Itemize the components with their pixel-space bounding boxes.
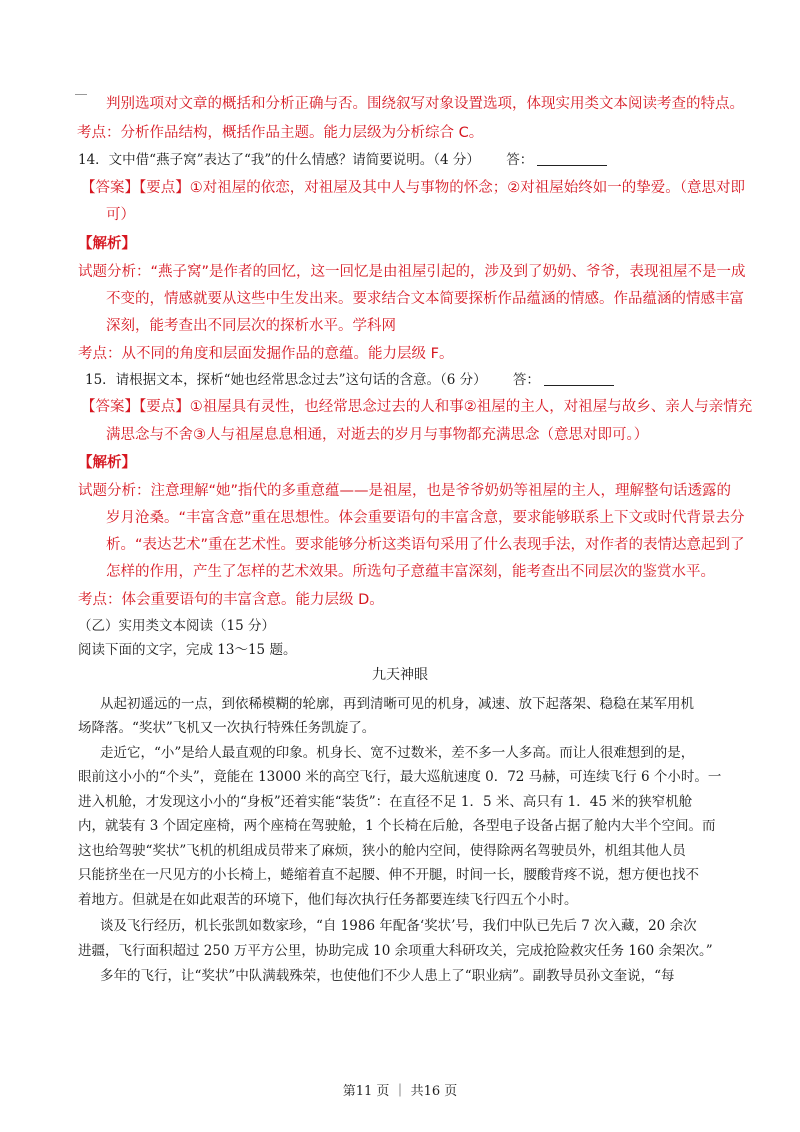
answer-15-line: 满思念与不舍③人与祖屋息息相通，对逝去的岁月与事物都充满思念（意思对即可。）: [106, 427, 649, 443]
question-15: [85, 370, 614, 390]
article-line: 这也给驾驶“奖状”飞机的机组成员带来了麻烦，狭小的舱内空间，使得除两名驾驶员外，机组其他人员: [78, 843, 686, 859]
kaodian-14-line: 考点：从不同的角度和层面发掘作品的意蕴。能力层级 F。: [78, 346, 454, 362]
question-14: [78, 150, 607, 170]
question-15-text: 15．请根据文本，探析“她也经常思念过去”这句话的含意。（6 分）: [85, 372, 487, 388]
analysis-14-line: 深刻，能考查出不同层次的探析水平。学科网: [106, 318, 396, 334]
section-instruction: 阅读下面的文字，完成 13～15 题。: [78, 642, 297, 658]
answer-15-line: 【答案】【要点】①祖屋具有灵性，也经常思念过去的人和事②祖屋的主人，对祖屋与故乡、亲人与亲情充: [81, 399, 753, 415]
analysis-15-line: 析。“表达艺术”重在艺术性。要求能够分析这类语句采用了什么表现手法，对作者的表情达意起到了: [106, 537, 745, 553]
article-line: 眼前这小小的“个头”，竟能在 13000 米的高空飞行，最大巡航速度 0．72 马赫，可连续飞行 6 个小时。一: [78, 769, 722, 785]
article-line: 内，就装有 3 个固定座椅，两个座椅在驾驶舱，1 个长椅在后舱，各型电子设备占据了舱内大半个空间。而: [78, 818, 716, 834]
answer-blank: [544, 371, 614, 386]
article-line: 着地方。但就是在如此艰苦的环境下，他们每次执行任务都要连续飞行四五个小时。: [78, 892, 578, 908]
analysis-14-line: 不变的，情感就要从这些中生发出来。要求结合文本简要探析作品蕴涵的情感。作品蕴涵的情感丰富: [106, 291, 744, 307]
answer-14-line: 【答案】【要点】①对祖屋的依恋，对祖屋及其中人与事物的怀念；②对祖屋始终如一的挚爱。（意思对即: [81, 180, 745, 196]
analysis-15-line: 怎样的作用，产生了怎样的艺术效果。所选句子意蕴丰富深刻，能考查出不同层次的鉴赏水平。: [106, 564, 715, 580]
article-title: 九天神眼: [372, 667, 428, 683]
article-line: 只能挤坐在一尺见方的小长椅上，蜷缩着直不起腰、伸不开腿，时间一长，腰酸背疼不说，想方便也找不: [78, 867, 699, 883]
top-divider: [75, 94, 87, 95]
article-line: 进入机舱，才发现这小小的“身板”还着实能“装货”：在直径不足 1．5 米、高只有 1．45 米的狭窄机舱: [78, 794, 693, 810]
article-line: 场降落。“奖状”飞机又一次执行特殊任务凯旋了。: [78, 720, 376, 736]
question-15-answer-label: 答：: [512, 372, 540, 388]
article-line: 进疆，飞行面积超过 250 万平方公里，协助完成 10 余项重大科研攻关，完成抢险救灾任务 160 余架次。”: [78, 943, 713, 959]
article-line: 多年的飞行，让“奖状”中队满载殊荣，也使他们不少人患上了“职业病”。副教导员孙文奎说，“每: [100, 968, 675, 984]
analysis-14-line: 试题分析：“燕子窝”是作者的回忆，这一回忆是由祖屋引起的，涉及到了奶奶、爷爷，表现祖屋不是一成: [78, 264, 746, 280]
article-line: 从起初遥远的一点，到依稀模糊的轮廓，再到清晰可见的机身，减速、放下起落架、稳稳在某军用机: [100, 696, 694, 712]
article-line: 谈及飞行经历，机长张凯如数家珍，“自 1986 年配备‘奖状’号，我们中队已先后 7 次入藏，20 余次: [100, 918, 697, 934]
analysis-tag: 【解析】: [78, 236, 136, 252]
analysis-15-line: 岁月沧桑。“丰富含意”重在思想性。体会重要语句的丰富含意，要求能够联系上下文或时代背景去分: [106, 510, 745, 526]
question-14-answer-label: 答：: [506, 152, 534, 168]
red-analysis-line: 判别选项对文章的概括和分析正确与否。围绕叙写对象设置选项，体现实用类文本阅读考查的特点。: [106, 96, 744, 112]
page-footer: 第11 页 ｜ 共16 页: [342, 1084, 458, 1099]
analysis-15-line: 试题分析：注意理解“她”指代的多重意蕴——是祖屋，也是爷爷奶奶等祖屋的主人，理解整句话透露的: [78, 483, 732, 499]
red-kaodian-line: 考点：分析作品结构，概括作品主题。能力层级为分析综合 C。: [77, 125, 484, 141]
analysis-tag: 【解析】: [78, 455, 136, 471]
answer-14-line: 可）: [106, 207, 135, 223]
kaodian-15-line: 考点：体会重要语句的丰富含意。能力层级 D。: [78, 592, 384, 608]
answer-blank: [537, 151, 607, 166]
article-line: 走近它，“小”是给人最直观的印象。机身长、宽不过数米，差不多一人多高。而让人很难想到的是，: [100, 745, 695, 761]
section-heading: （乙）实用类文本阅读（15 分）: [78, 618, 275, 634]
question-14-text: 14．文中借“燕子窝”表达了“我”的什么情感？请简要说明。（4 分）: [78, 152, 480, 168]
